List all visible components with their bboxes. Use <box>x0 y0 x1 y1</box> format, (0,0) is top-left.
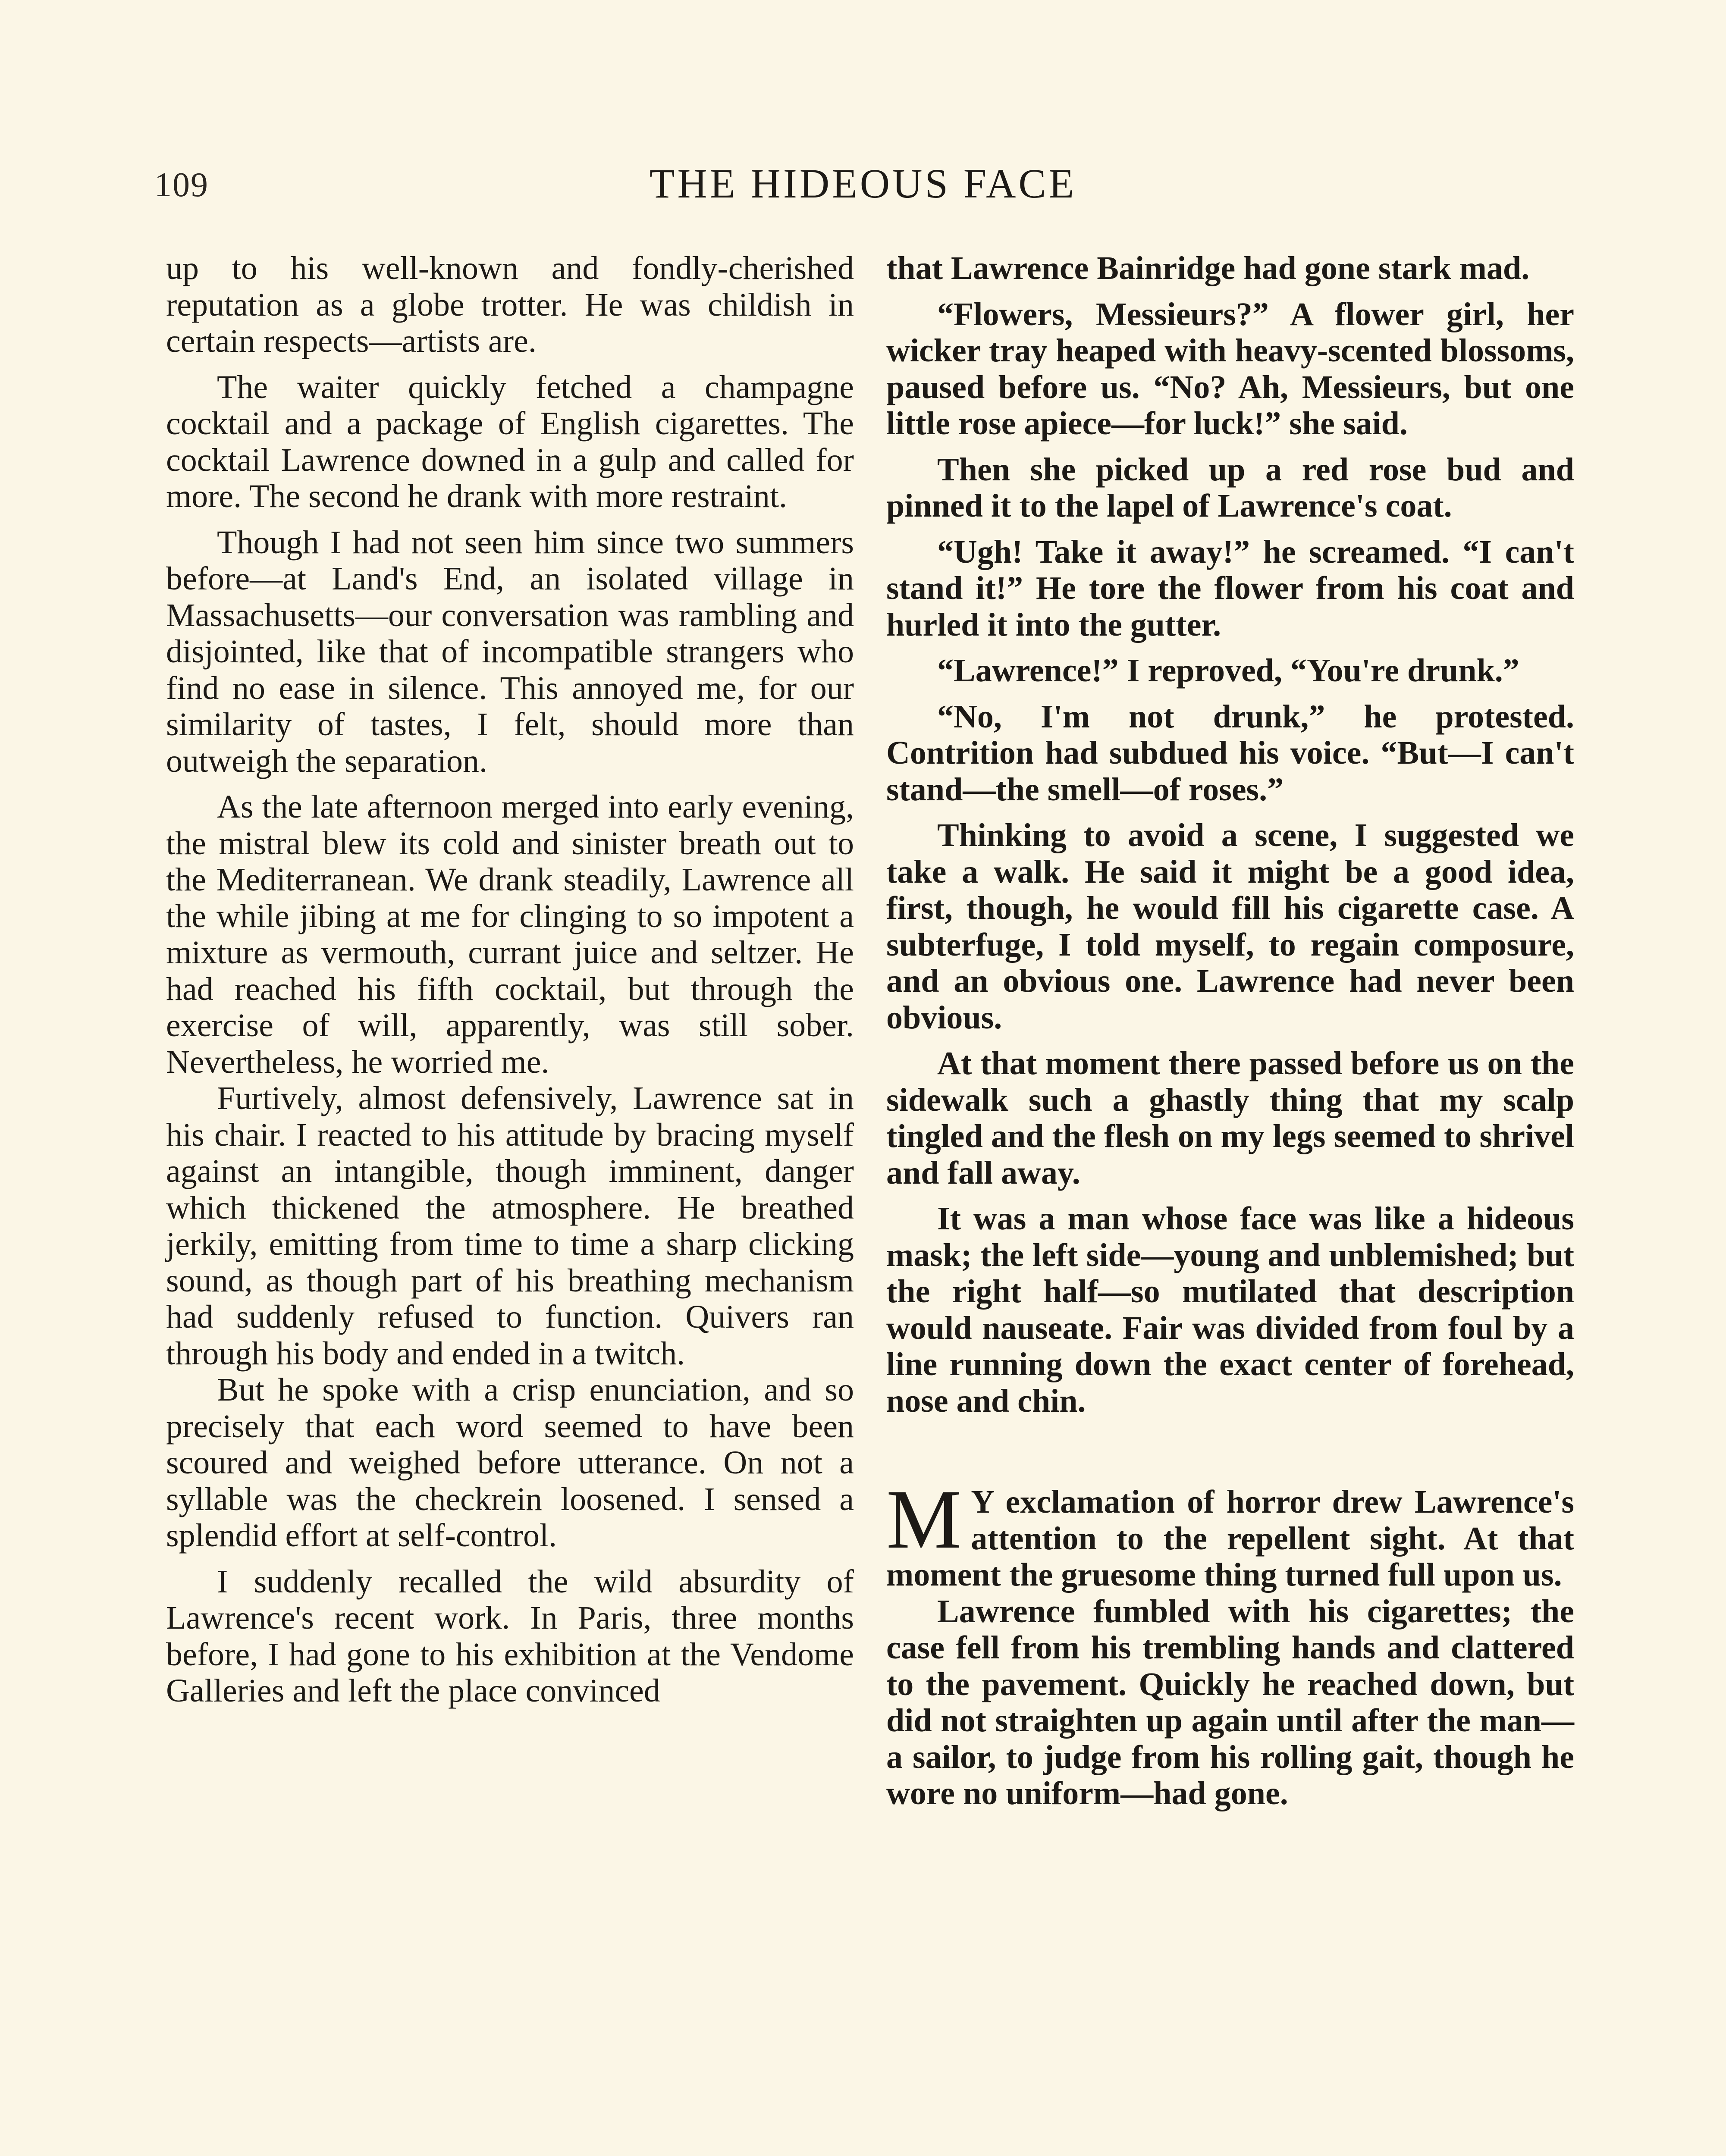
opening-text: Y exclamation of horror drew Lawrence's attention to the repellent sight. At that moment the gruesome thing turned full upon us. <box>886 1484 1574 1593</box>
paragraph: I suddenly recalled the wild absurdity of Lawrence's recent work. In Paris, three months before, I had gone to his exhibition at the Vendome Galleries and left the place convinced <box>166 1563 854 1709</box>
page-number: 109 <box>154 166 209 204</box>
paragraph: “No, I'm not drunk,” he protested. Contrition had subdued his voice. “But—I can't stand—the smell—of roses.” <box>886 698 1574 808</box>
paragraph: Then she picked up a red rose bud and pinned it to the lapel of Lawrence's coat. <box>886 451 1574 524</box>
paragraph: But he spoke with a crisp enunciation, and so precisely that each word seemed to have been scoured and weighed before utterance. On not a syllable was the checkrein loosened. I sensed a splendid effort at self-control. <box>166 1372 854 1554</box>
right-column <box>886 250 1574 1812</box>
paragraph: Though I had not seen him since two summers before—at Land's End, an isolated village in Massachusetts—our conversation was rambling and disjointed, like that of incompatible strangers who find no ease in silence. This annoyed me, for our similarity of tastes, I felt, should more than outweigh the separation. <box>166 524 854 779</box>
paragraph: As the late afternoon merged into early evening, the mistral blew its cold and sinister breath out to the Mediterranean. We drank steadily, Lawrence all the while jibing at me for clinging to so impotent a mixture as vermouth, currant juice and seltzer. He had reached his fifth cocktail, but through the exercise of will, apparently, was still sober. Nevertheless, he worried me. <box>166 789 854 1080</box>
drop-cap: M <box>886 1473 962 1566</box>
paragraph: “Flowers, Messieurs?” A flower girl, her wicker tray heaped with heavy-scented blossoms, paused before us. “No? Ah, Messieurs, but one little rose apiece—for luck!” she said. <box>886 296 1574 442</box>
running-title: THE HIDEOUS FACE <box>649 160 1077 207</box>
left-column <box>166 250 854 1709</box>
paragraph: Lawrence fumbled with his cigarettes; the case fell from his trembling hands and clattered to the pavement. Quickly he reached down, but did not straighten up again until after the man—a sailor, to judge from his rolling gait, though he wore no uniform—had gone. <box>886 1593 1574 1811</box>
paragraph: that Lawrence Bainridge had gone stark mad. <box>886 250 1530 286</box>
paragraph: “Ugh! Take it away!” he screamed. “I can't stand it!” He tore the flower from his coat and hurled it into the gutter. <box>886 533 1574 643</box>
paragraph: It was a man whose face was like a hideous mask; the left side—young and unblemished; but the right half—so mutilated that description would nauseate. Fair was divided from foul by a line running down the exact center of forehead, nose and chin. <box>886 1200 1574 1419</box>
paragraph: up to his well-known and fondly-cherished reputation as a globe trotter. He was childish in certain respects—artists are. <box>166 250 854 359</box>
paragraph: Thinking to avoid a scene, I suggested we take a walk. He said it might be a good idea, first, though, he would fill his cigarette case. A subterfuge, I told myself, to regain composure, and an obvious one. Lawrence had never been obvious. <box>886 817 1574 1036</box>
paragraph: At that moment there passed before us on the sidewalk such a ghastly thing that my scalp tingled and the flesh on my legs seemed to shrivel and fall away. <box>886 1045 1574 1191</box>
paragraph: “Lawrence!” I reproved, “You're drunk.” <box>937 652 1519 689</box>
paragraph: Furtively, almost defensively, Lawrence sat in his chair. I reacted to his attitude by bracing myself against an intangible, though imminent, danger which thickened the atmosphere. He breathed jerkily, emitting from time to time a sharp clicking sound, as though part of his breathing mechanism had suddenly refused to function. Quivers ran through his body and ended in a twitch. <box>166 1080 854 1372</box>
paragraph: The waiter quickly fetched a champagne cocktail and a package of English cigarettes. The cocktail Lawrence downed in a gulp and called for more. The second he drank with more restraint. <box>166 369 854 514</box>
section-opening-paragraph <box>886 1473 1574 1593</box>
